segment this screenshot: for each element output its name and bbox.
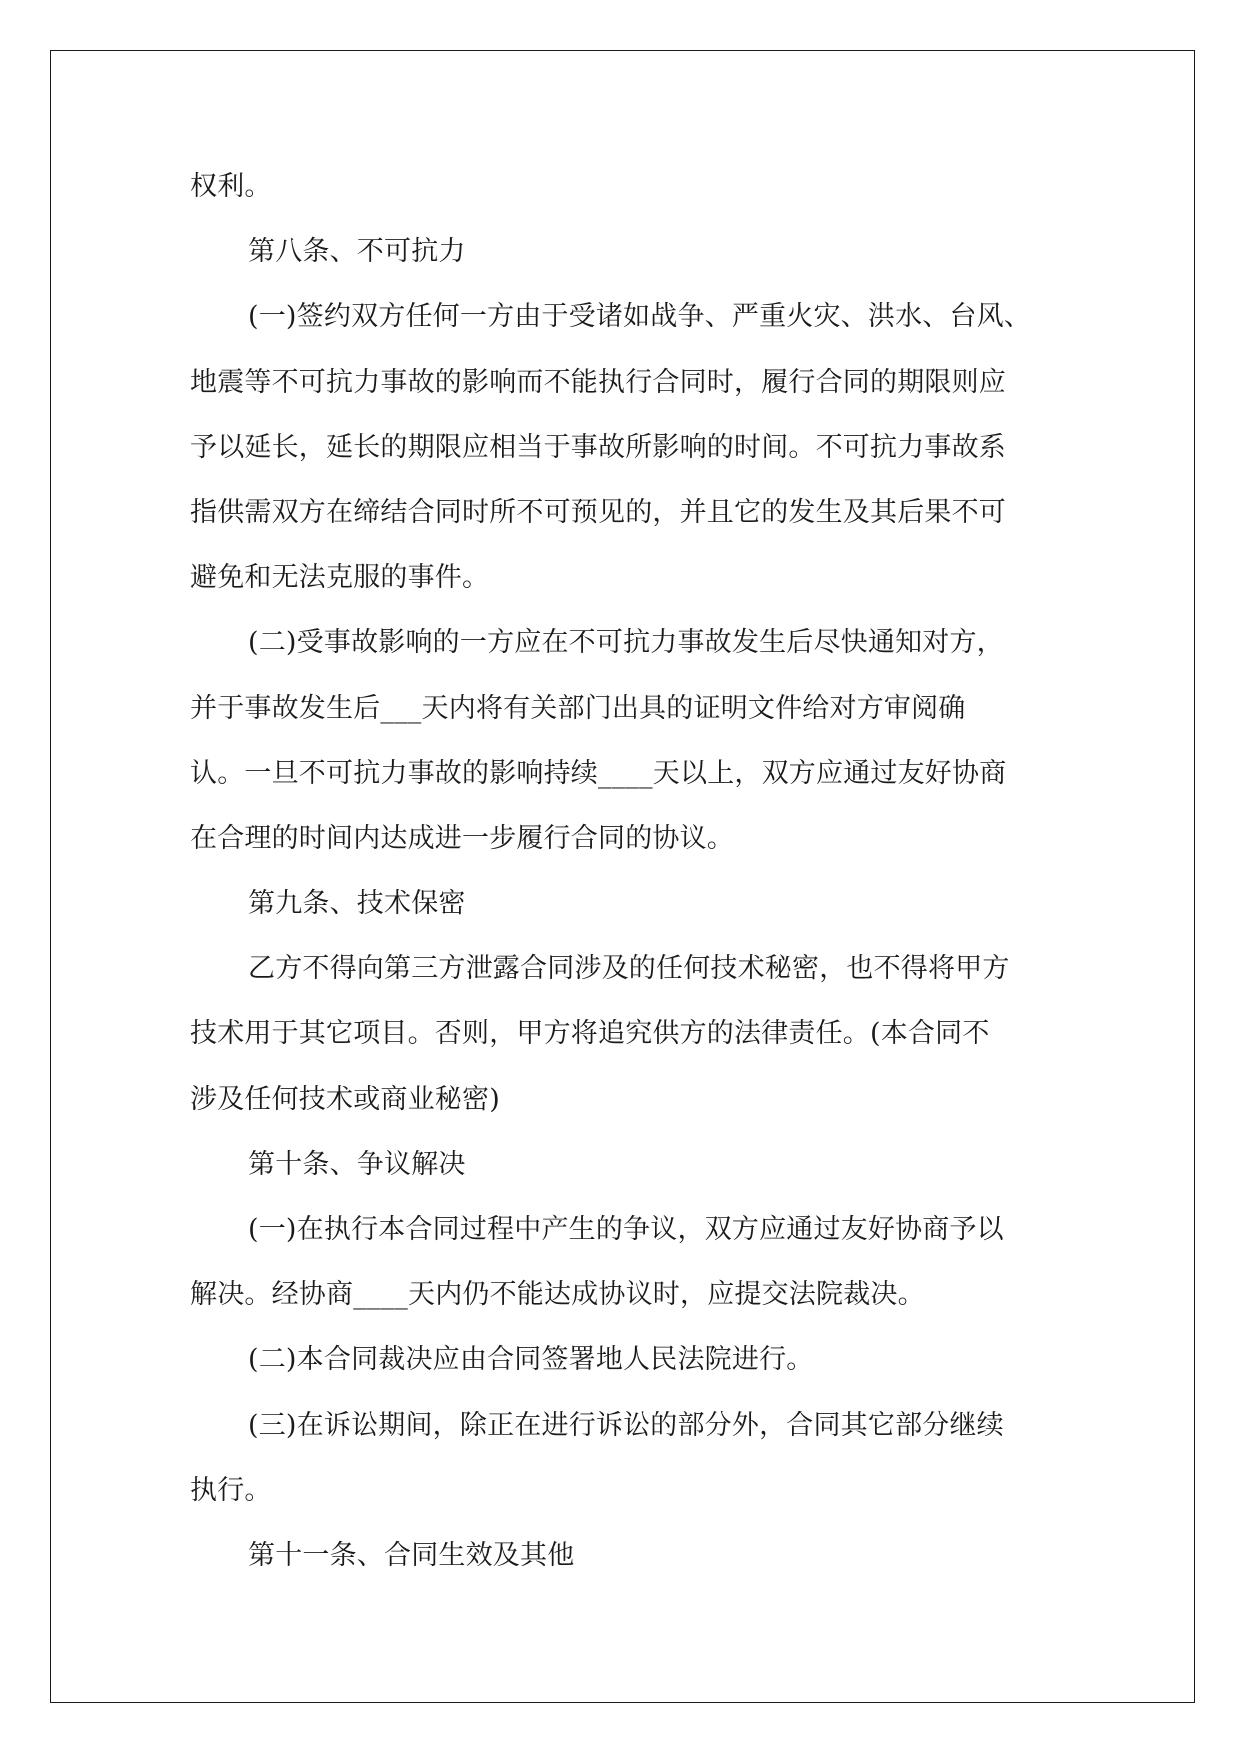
section-heading-article-10: 第十条、争议解决 xyxy=(248,1148,466,1180)
paragraph-line: 并于事故发生后___天内将有关部门出具的证明文件给对方审阅确 xyxy=(190,692,966,724)
paragraph-line: 避免和无法克服的事件。 xyxy=(190,562,490,594)
paragraph-line: (二)本合同裁决应由合同签署地人民法院进行。 xyxy=(248,1344,814,1376)
paragraph-line: (二)受事故影响的一方应在不可抗力事故发生后尽快通知对方， xyxy=(248,627,1004,659)
paragraph-line: 认。一旦不可抗力事故的影响持续____天以上，双方应通过友好协商 xyxy=(190,757,1007,789)
paragraph-line: (三)在诉讼期间，除正在进行诉讼的部分外，合同其它部分继续 xyxy=(248,1409,1004,1441)
paragraph-line: 予以延长，延长的期限应相当于事故所影响的时间。不可抗力事故系 xyxy=(190,431,1006,463)
section-heading-article-9: 第九条、技术保密 xyxy=(248,888,466,920)
document-body xyxy=(190,154,1060,1588)
paragraph-line: 执行。 xyxy=(190,1474,272,1506)
paragraph-line: (一)签约双方任何一方由于受诸如战争、严重火灾、洪水、台风、 xyxy=(248,301,1032,333)
body-line: 权利。 xyxy=(190,171,272,202)
paragraph-line: 地震等不可抗力事故的影响而不能执行合同时，履行合同的期限则应 xyxy=(190,366,1006,398)
paragraph-line: 乙方不得向第三方泄露合同涉及的任何技术秘密，也不得将甲方 xyxy=(248,953,1010,985)
section-heading-article-11: 第十一条、合同生效及其他 xyxy=(248,1539,575,1571)
paragraph-line: 指供需双方在缔结合同时所不可预见的，并且它的发生及其后果不可 xyxy=(190,496,1006,528)
paragraph-line: 在合理的时间内达成进一步履行合同的协议。 xyxy=(190,822,734,854)
paragraph-line: 技术用于其它项目。否则，甲方将追究供方的法律责任。(本合同不 xyxy=(190,1018,990,1050)
paragraph-line: 涉及任何技术或商业秘密) xyxy=(190,1083,500,1115)
paragraph-line: (一)在执行本合同过程中产生的争议，双方应通过友好协商予以 xyxy=(248,1214,1004,1245)
section-heading-article-8: 第八条、不可抗力 xyxy=(248,236,466,268)
paragraph-line: 解决。经协商____天内仍不能达成协议时，应提交法院裁决。 xyxy=(190,1279,925,1311)
